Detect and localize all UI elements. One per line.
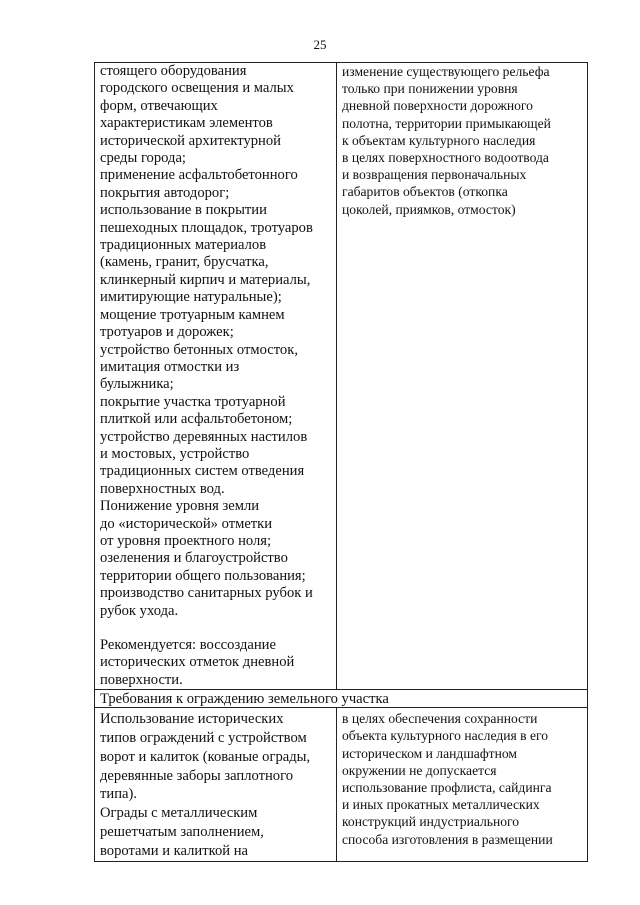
text-line: городского освещения и малых xyxy=(100,80,294,97)
table-row xyxy=(95,690,588,708)
text-line: использование профлиста, сайдинга xyxy=(342,780,552,796)
text-line: конструкций индустриального xyxy=(342,814,520,830)
blank-line xyxy=(100,620,336,637)
text-line: покрытия автодорог; xyxy=(100,184,230,201)
text-line: поверхности. xyxy=(100,671,183,688)
text-line: до «исторической» отметки xyxy=(100,515,273,532)
text-line: изменение существующего рельефа xyxy=(342,64,550,79)
text-line: традиционных систем отведения xyxy=(100,463,305,480)
text-line: имитация отмостки из xyxy=(100,358,240,375)
text-line: окружении не допускается xyxy=(342,762,497,778)
text-line: клинкерный кирпич и материалы, xyxy=(100,271,311,288)
text-line: булыжника; xyxy=(100,376,174,393)
text-line: поверхностных вод. xyxy=(100,480,225,497)
text-line: применение асфальтобетонного xyxy=(100,167,298,184)
text-line: Использование исторических xyxy=(100,711,284,728)
text-line: способа изготовления в размещении xyxy=(342,831,553,847)
text-line: имитирующие натуральные); xyxy=(100,289,282,306)
table-cell-right xyxy=(337,63,588,690)
text-line: только при понижении уровня xyxy=(342,81,518,97)
text-line: решетчатым заполнением, xyxy=(100,824,264,840)
text-line: традиционных материалов xyxy=(100,237,267,254)
table-row xyxy=(95,708,588,861)
text-line: и мостовых, устройство xyxy=(100,445,250,462)
text-line: и возвращения первоначальных xyxy=(342,167,527,183)
text-line: среды города; xyxy=(100,150,186,167)
text-line: к объектам культурного наследия xyxy=(342,132,536,148)
text-line: форм, отвечающих xyxy=(100,97,218,114)
text-line: исторической архитектурной xyxy=(100,132,281,149)
text-line: от уровня проектного ноля; xyxy=(100,532,272,549)
text-line: устройство деревянных настилов xyxy=(100,428,308,445)
section-heading: Требования к ограждению земельного участка xyxy=(95,690,588,708)
text-line: производство санитарных рубок и xyxy=(100,585,313,602)
text-line: покрытие участка тротуарной xyxy=(100,393,286,410)
table-cell-left xyxy=(95,708,337,861)
text-line: Ограды с металлическим xyxy=(100,805,258,822)
text-line: мощение тротуарным камнем xyxy=(100,306,285,323)
page-number: 25 xyxy=(313,37,327,52)
text-line: габаритов объектов (откопка xyxy=(342,184,508,200)
text-line: деревянные заборы заплотного xyxy=(100,767,294,784)
text-line: исторических отметок дневной xyxy=(100,654,295,671)
text-line: Понижение уровня земли xyxy=(100,498,260,515)
text-line: (камень, гранит, брусчатка, xyxy=(100,254,269,271)
requirements-table xyxy=(94,62,588,862)
text-line: типа). xyxy=(100,786,137,803)
text-line: в целях поверхностного водоотвода xyxy=(342,150,549,166)
text-line: стоящего оборудования xyxy=(100,63,247,79)
text-line: устройство бетонных отмосток, xyxy=(100,341,298,358)
text-line: пешеходных площадок, тротуаров xyxy=(100,219,313,236)
text-line: использование в покрытии xyxy=(100,202,267,219)
text-line: историческом и ландшафтном xyxy=(342,745,517,761)
text-line: полотна, территории примыкающей xyxy=(342,115,551,131)
text-line: плиткой или асфальтобетоном; xyxy=(100,411,293,428)
text-line: озеленения и благоустройство xyxy=(100,550,288,567)
text-line: ворот и калиток (кованые ограды, xyxy=(100,748,311,765)
text-line: дневной поверхности дорожного xyxy=(342,98,533,114)
text-line: территории общего пользования; xyxy=(100,567,306,584)
text-line: объекта культурного наследия в его xyxy=(342,728,549,744)
table-row xyxy=(95,63,588,690)
text-line: характеристикам элементов xyxy=(100,115,273,132)
text-line: и иных прокатных металлических xyxy=(342,797,540,813)
table-cell-left xyxy=(95,63,337,690)
table-cell-right xyxy=(337,708,588,861)
text-line: в целях обеспечения сохранности xyxy=(342,711,538,727)
text-line: цоколей, приямков, отмосток) xyxy=(342,201,516,217)
text-line: тротуаров и дорожек; xyxy=(100,324,234,341)
text-line: типов ограждений с устройством xyxy=(100,730,307,747)
text-line: Рекомендуется: воссоздание xyxy=(100,637,276,653)
text-line: воротами и калиткой на xyxy=(100,842,249,859)
text-line: рубок ухода. xyxy=(100,602,179,619)
